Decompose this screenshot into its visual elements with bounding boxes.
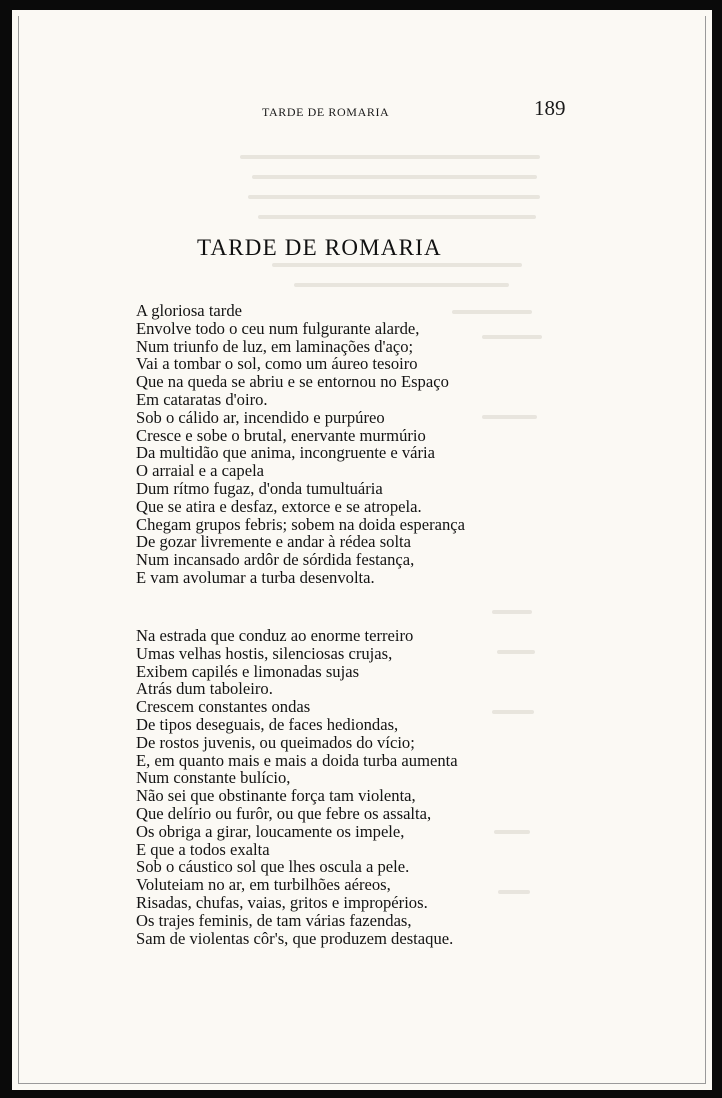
poem-line: De tipos deseguais, de faces hediondas, [136,714,399,734]
poem-title: TARDE DE ROMARIA [197,235,442,260]
poem-line: O arraial e a capela [136,461,265,481]
poem-line: Envolve todo o ceu num fulgurante alarde, [136,318,420,338]
poem-line: Risadas, chufas, vaias, gritos e impropérios. [136,892,428,912]
poem-line: Dum rítmo fugaz, d'onda tumultuária [136,478,383,498]
poem-line: Exibem capilés e limonadas sujas [136,661,360,681]
poem-line: Da multidão que anima, incongruente e vária [136,443,436,463]
stanza-2 [136,627,458,947]
poem-line: Cresce e sobe o brutal, enervante murmúrio [136,425,426,445]
poem-line: A gloriosa tarde [136,301,242,320]
poem-line: Num constante bulício, [136,768,291,788]
poem-line: De rostos juvenis, ou queimados do vício; [136,732,415,752]
poem-line: Sob o cáustico sol que lhes oscula a pele. [136,857,410,877]
poem-line: Chegam grupos febris; sobem na doida esperança [136,514,466,534]
page-number: 189 [534,96,566,120]
poem-line: E vam avolumar a turba desenvolta. [136,567,375,587]
poem-line: Num triunfo de luz, em laminações d'aço; [136,336,414,356]
poem-line: Vai a tombar o sol, como um áureo tesoiro [136,354,418,374]
poem-line: Em cataratas d'oiro. [136,389,268,409]
poem-line: E que a todos exalta [136,839,270,859]
poem-line: Que delírio ou furôr, ou que febre os assalta, [136,803,432,823]
poem-line: Na estrada que conduz ao enorme terreiro [136,626,414,645]
poem-line: De gozar livremente e andar à rédea solta [136,532,412,552]
poem-line: Que na queda se abriu e se entornou no Espaço [136,372,449,392]
stanza-1 [136,302,465,587]
poem-line: Num incansado ardôr de sórdida festança, [136,550,415,570]
poem-line: Sam de violentas côr's, que produzem destaque. [136,928,454,948]
poem-line: Crescem constantes ondas [136,697,311,717]
poem-line: Os obriga a girar, loucamente os impele, [136,821,405,841]
poem-line: Que se atira e desfaz, extorce e se atropela. [136,496,422,516]
poem-line: Sob o cálido ar, incendido e purpúreo [136,407,385,427]
poem-line: Não sei que obstinante força tam violenta, [136,786,416,806]
poem-line: Atrás dum taboleiro. [136,679,273,699]
running-head: TARDE DE ROMARIA [262,105,390,119]
poem-line: Umas velhas hostis, silenciosas crujas, [136,643,393,663]
poem-line: Os trajes feminis, de tam várias fazendas, [136,910,412,930]
poem-line: E, em quanto mais e mais a doida turba aumenta [136,750,458,770]
book-page [12,10,712,1090]
poem-line: Voluteiam no ar, em turbilhões aéreos, [136,875,391,895]
